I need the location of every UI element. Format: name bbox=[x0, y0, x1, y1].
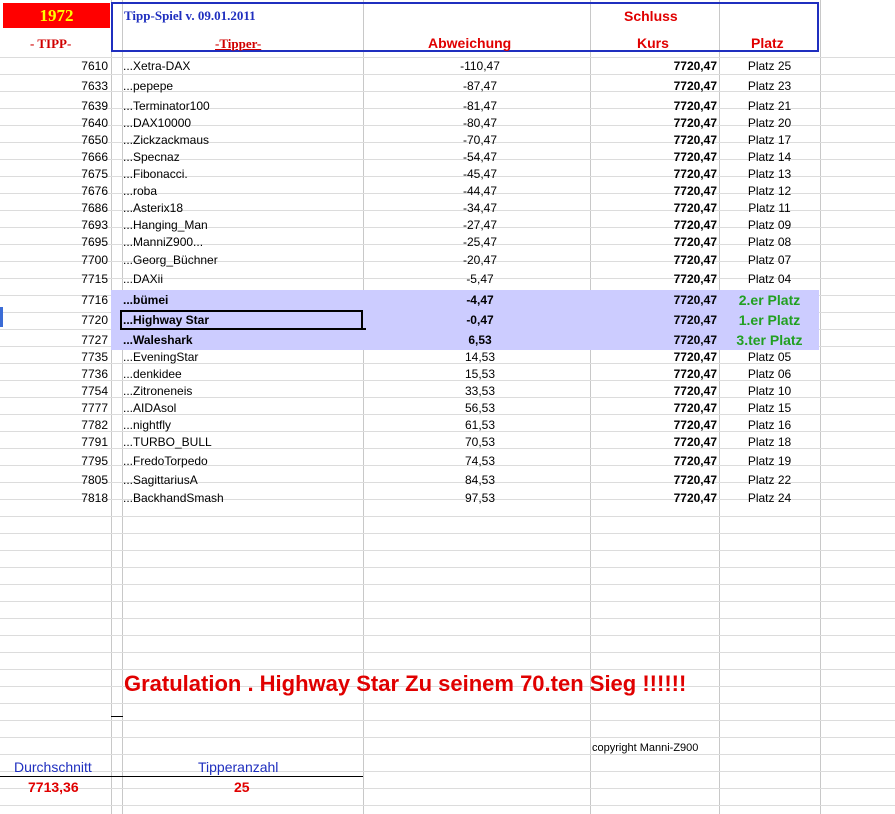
tipper-name-cell[interactable]: ...TURBO_BULL bbox=[123, 435, 212, 449]
tipper-name-cell[interactable]: ...pepepe bbox=[123, 79, 174, 93]
platz-cell[interactable]: Platz 15 bbox=[747, 401, 792, 415]
tipper-name-cell[interactable]: ...Highway Star bbox=[123, 313, 210, 327]
abweichung-cell[interactable]: -80,47 bbox=[462, 116, 498, 130]
tipp-cell[interactable]: 7727 bbox=[81, 333, 108, 347]
tipp-cell[interactable]: 7666 bbox=[81, 150, 108, 164]
table-row[interactable] bbox=[0, 252, 895, 269]
kurs-cell[interactable]: 7720,47 bbox=[673, 59, 717, 73]
abweichung-cell[interactable]: 33,53 bbox=[464, 384, 496, 398]
grid-line bbox=[0, 550, 895, 551]
platz-cell[interactable]: 1.er Platz bbox=[738, 312, 801, 328]
table-row[interactable] bbox=[0, 453, 895, 470]
grid-line bbox=[0, 737, 895, 738]
tipper-name-cell[interactable]: ...roba bbox=[123, 184, 158, 198]
abweichung-cell[interactable]: -70,47 bbox=[462, 133, 498, 147]
tipper-name-cell[interactable]: ...ManniZ900... bbox=[123, 235, 204, 249]
tipper-name-cell[interactable]: ...Fibonacci. bbox=[123, 167, 188, 181]
kurs-cell[interactable]: 7720,47 bbox=[673, 167, 717, 181]
platz-cell[interactable]: Platz 21 bbox=[747, 99, 792, 113]
kurs-cell[interactable]: 7720,47 bbox=[673, 491, 717, 505]
average-value[interactable]: 7713,36 bbox=[28, 779, 79, 795]
kurs-cell[interactable]: 7720,47 bbox=[673, 418, 717, 432]
grid-line bbox=[0, 635, 895, 636]
platz-cell[interactable]: Platz 14 bbox=[747, 150, 792, 164]
tipper-count-value[interactable]: 25 bbox=[234, 779, 250, 795]
tipper-name-cell[interactable]: ...DAXii bbox=[123, 272, 164, 286]
grid-line bbox=[0, 754, 895, 755]
table-row[interactable] bbox=[0, 310, 895, 330]
table-row[interactable] bbox=[0, 271, 895, 288]
platz-cell[interactable]: Platz 13 bbox=[747, 167, 792, 181]
copyright-note[interactable]: copyright Manni-Z900 bbox=[592, 742, 699, 754]
tipper-name-cell[interactable]: ...Waleshark bbox=[123, 333, 193, 347]
platz-cell[interactable]: Platz 12 bbox=[747, 184, 792, 198]
abweichung-cell[interactable]: -34,47 bbox=[462, 201, 498, 215]
abweichung-cell[interactable]: 61,53 bbox=[464, 418, 496, 432]
abweichung-cell[interactable]: -5,47 bbox=[466, 272, 494, 286]
abweichung-cell[interactable]: 15,53 bbox=[464, 367, 496, 381]
platz-cell[interactable]: Platz 06 bbox=[747, 367, 792, 381]
grid-line bbox=[0, 703, 895, 704]
kurs-cell[interactable]: 7720,47 bbox=[673, 99, 717, 113]
table-row[interactable] bbox=[0, 366, 895, 383]
year-cell[interactable]: 1972 bbox=[3, 3, 110, 28]
platz-cell[interactable]: Platz 04 bbox=[747, 272, 792, 286]
tipper-count-label[interactable]: Tipperanzahl bbox=[198, 759, 279, 775]
table-row[interactable] bbox=[0, 200, 895, 217]
tipper-name-cell[interactable]: ...BackhandSmash bbox=[123, 491, 224, 505]
table-row[interactable] bbox=[0, 330, 895, 350]
kurs-cell[interactable]: 7720,47 bbox=[673, 350, 717, 364]
tipp-cell[interactable]: 7650 bbox=[81, 133, 108, 147]
platz-cell[interactable]: Platz 16 bbox=[747, 418, 792, 432]
abweichung-cell[interactable]: -25,47 bbox=[462, 235, 498, 249]
abweichung-cell[interactable]: -4,47 bbox=[466, 293, 494, 307]
platz-cell[interactable]: 3.ter Platz bbox=[736, 332, 803, 348]
kurs-cell[interactable]: 7720,47 bbox=[673, 218, 717, 232]
table-row[interactable] bbox=[0, 490, 895, 507]
abweichung-cell[interactable]: 6,53 bbox=[468, 333, 492, 347]
kurs-cell[interactable]: 7720,47 bbox=[673, 293, 717, 307]
platz-cell[interactable]: Platz 25 bbox=[747, 59, 792, 73]
table-row[interactable] bbox=[0, 383, 895, 400]
platz-cell[interactable]: Platz 19 bbox=[747, 454, 792, 468]
grid-line bbox=[0, 805, 895, 806]
table-row[interactable] bbox=[0, 183, 895, 200]
sheet-title[interactable]: Tipp-Spiel v. 09.01.2011 bbox=[124, 8, 256, 23]
platz-cell[interactable]: Platz 17 bbox=[747, 133, 792, 147]
tipp-cell[interactable]: 7639 bbox=[81, 99, 108, 113]
abweichung-cell[interactable]: -44,47 bbox=[462, 184, 498, 198]
table-row[interactable] bbox=[0, 234, 895, 251]
kurs-cell[interactable]: 7720,47 bbox=[673, 473, 717, 487]
tipper-name-cell[interactable]: ...Zickzackmaus bbox=[123, 133, 210, 147]
tipp-cell[interactable]: 7805 bbox=[81, 473, 108, 487]
tipper-name-cell[interactable]: ...EveningStar bbox=[123, 350, 199, 364]
kurs-cell[interactable]: 7720,47 bbox=[673, 201, 717, 215]
platz-cell[interactable]: Platz 10 bbox=[747, 384, 792, 398]
tipp-cell[interactable]: 7777 bbox=[81, 401, 108, 415]
abweichung-cell[interactable]: 84,53 bbox=[464, 473, 496, 487]
platz-cell[interactable]: Platz 23 bbox=[747, 79, 792, 93]
footer-divider bbox=[0, 776, 363, 777]
tipper-name-cell[interactable]: ...AIDAsol bbox=[123, 401, 177, 415]
kurs-cell[interactable]: 7720,47 bbox=[673, 116, 717, 130]
table-row[interactable] bbox=[0, 98, 895, 115]
abweichung-cell[interactable]: -81,47 bbox=[462, 99, 498, 113]
abweichung-cell[interactable]: 74,53 bbox=[464, 454, 496, 468]
kurs-cell[interactable]: 7720,47 bbox=[673, 367, 717, 381]
table-row[interactable] bbox=[0, 115, 895, 132]
platz-cell[interactable]: Platz 09 bbox=[747, 218, 792, 232]
grid-line bbox=[0, 533, 895, 534]
tipper-name-cell[interactable]: ...Xetra-DAX bbox=[123, 59, 191, 73]
platz-cell[interactable]: Platz 11 bbox=[748, 201, 791, 215]
table-row[interactable] bbox=[0, 417, 895, 434]
grid-line bbox=[0, 567, 895, 568]
kurs-cell[interactable]: 7720,47 bbox=[673, 454, 717, 468]
grid-line bbox=[0, 720, 895, 721]
kurs-cell[interactable]: 7720,47 bbox=[673, 235, 717, 249]
kurs-cell[interactable]: 7720,47 bbox=[673, 384, 717, 398]
tipp-cell[interactable]: 7754 bbox=[81, 384, 108, 398]
column-header-tipper[interactable]: -Tipper- bbox=[215, 36, 262, 51]
kurs-cell[interactable]: 7720,47 bbox=[673, 133, 717, 147]
tipper-name-cell[interactable]: ...nightfly bbox=[123, 418, 172, 432]
abweichung-cell[interactable]: -27,47 bbox=[462, 218, 498, 232]
tipper-name-cell[interactable]: ...Hanging_Man bbox=[123, 218, 208, 232]
grid-line bbox=[0, 601, 895, 602]
column-header-platz[interactable]: Platz bbox=[751, 35, 784, 51]
tipp-cell[interactable]: 7693 bbox=[81, 218, 108, 232]
average-label[interactable]: Durchschnitt bbox=[14, 759, 92, 775]
kurs-cell[interactable]: 7720,47 bbox=[673, 184, 717, 198]
tipper-name-cell[interactable]: ...bümei bbox=[123, 293, 169, 307]
column-header-kurs[interactable]: Kurs bbox=[637, 35, 669, 51]
grid-line bbox=[0, 618, 895, 619]
table-row[interactable] bbox=[0, 149, 895, 166]
tipper-name-cell[interactable]: ...Terminator100 bbox=[123, 99, 210, 113]
tipp-cell[interactable]: 7735 bbox=[81, 350, 108, 364]
abweichung-cell[interactable]: -87,47 bbox=[462, 79, 498, 93]
tipp-cell[interactable]: 7736 bbox=[81, 367, 108, 381]
platz-cell[interactable]: Platz 08 bbox=[747, 235, 792, 249]
tipp-cell[interactable]: 7716 bbox=[81, 293, 108, 307]
abweichung-cell[interactable]: -54,47 bbox=[462, 150, 498, 164]
grid-line bbox=[0, 652, 895, 653]
platz-cell[interactable]: Platz 20 bbox=[747, 116, 792, 130]
tipp-cell[interactable]: 7720 bbox=[81, 313, 108, 327]
table-row[interactable] bbox=[0, 290, 895, 310]
grid-line bbox=[0, 584, 895, 585]
tipp-cell[interactable]: 7675 bbox=[81, 167, 108, 181]
platz-cell[interactable]: 2.er Platz bbox=[738, 292, 801, 308]
table-row[interactable] bbox=[0, 78, 895, 95]
tipp-cell[interactable]: 7795 bbox=[81, 454, 108, 468]
kurs-cell[interactable]: 7720,47 bbox=[673, 333, 717, 347]
table-row[interactable] bbox=[0, 400, 895, 417]
tipper-name-cell[interactable]: ...Zitroneneis bbox=[123, 384, 193, 398]
congratulation-banner[interactable]: Gratulation . Highway Star Zu seinem 70.ten Sieg !!!!!! bbox=[124, 671, 687, 696]
tipp-cell[interactable]: 7791 bbox=[81, 435, 108, 449]
tipper-name-cell[interactable]: ...SagittariusA bbox=[123, 473, 198, 487]
kurs-cell[interactable]: 7720,47 bbox=[673, 79, 717, 93]
table-row[interactable] bbox=[0, 472, 895, 489]
tipper-name-cell[interactable]: ...FredoTorpedo bbox=[123, 454, 208, 468]
tipper-name-cell[interactable]: ...Georg_Büchner bbox=[123, 253, 218, 267]
active-cell-selection[interactable] bbox=[120, 310, 363, 330]
abweichung-cell[interactable]: 97,53 bbox=[464, 491, 496, 505]
abweichung-cell[interactable]: 14,53 bbox=[464, 350, 496, 364]
kurs-cell[interactable]: 7720,47 bbox=[673, 150, 717, 164]
tipp-cell[interactable]: 7782 bbox=[81, 418, 108, 432]
abweichung-cell[interactable]: -110,47 bbox=[460, 59, 500, 73]
kurs-cell[interactable]: 7720,47 bbox=[673, 272, 717, 286]
grid-line bbox=[0, 669, 895, 670]
table-row[interactable] bbox=[0, 58, 895, 75]
column-header-tipp[interactable]: - TIPP- bbox=[30, 36, 72, 51]
platz-cell[interactable]: Platz 07 bbox=[747, 253, 792, 267]
table-row[interactable] bbox=[0, 217, 895, 234]
abweichung-cell[interactable]: 56,53 bbox=[464, 401, 496, 415]
platz-cell[interactable]: Platz 18 bbox=[747, 435, 792, 449]
tipp-cell[interactable]: 7633 bbox=[81, 79, 108, 93]
tipp-cell[interactable]: 7610 bbox=[81, 59, 108, 73]
platz-cell[interactable]: Platz 22 bbox=[747, 473, 792, 487]
cell-border-fragment bbox=[111, 716, 123, 717]
tipper-name-cell[interactable]: ...DAX10000 bbox=[123, 116, 192, 130]
abweichung-cell[interactable]: -0,47 bbox=[466, 313, 494, 327]
tipp-cell[interactable]: 7818 bbox=[81, 491, 108, 505]
table-row[interactable] bbox=[0, 132, 895, 149]
tipp-cell[interactable]: 7640 bbox=[81, 116, 108, 130]
column-header-abweichung[interactable]: Abweichung bbox=[428, 35, 512, 51]
platz-cell[interactable]: Platz 24 bbox=[747, 491, 792, 505]
tipper-name-cell[interactable]: ...Specnaz bbox=[123, 150, 180, 164]
abweichung-cell[interactable]: 70,53 bbox=[464, 435, 496, 449]
table-row[interactable] bbox=[0, 434, 895, 451]
tipp-cell[interactable]: 7676 bbox=[81, 184, 108, 198]
grid-line bbox=[0, 516, 895, 517]
platz-cell[interactable]: Platz 05 bbox=[747, 350, 792, 364]
grid-line bbox=[0, 788, 895, 789]
grid-line bbox=[0, 771, 895, 772]
table-row[interactable] bbox=[0, 166, 895, 183]
abweichung-cell[interactable]: -20,47 bbox=[462, 253, 498, 267]
header-schluss[interactable]: Schluss bbox=[624, 8, 678, 24]
tipp-cell[interactable]: 7700 bbox=[81, 253, 108, 267]
kurs-cell[interactable]: 7720,47 bbox=[673, 253, 717, 267]
tipper-name-cell[interactable]: ...Asterix18 bbox=[123, 201, 184, 215]
table-row[interactable] bbox=[0, 349, 895, 366]
kurs-cell[interactable]: 7720,47 bbox=[673, 401, 717, 415]
kurs-cell[interactable]: 7720,47 bbox=[673, 435, 717, 449]
tipp-cell[interactable]: 7715 bbox=[81, 272, 108, 286]
abweichung-cell[interactable]: -45,47 bbox=[462, 167, 498, 181]
tipp-cell[interactable]: 7686 bbox=[81, 201, 108, 215]
kurs-cell[interactable]: 7720,47 bbox=[673, 313, 717, 327]
tipp-cell[interactable]: 7695 bbox=[81, 235, 108, 249]
tipper-name-cell[interactable]: ...denkidee bbox=[123, 367, 182, 381]
